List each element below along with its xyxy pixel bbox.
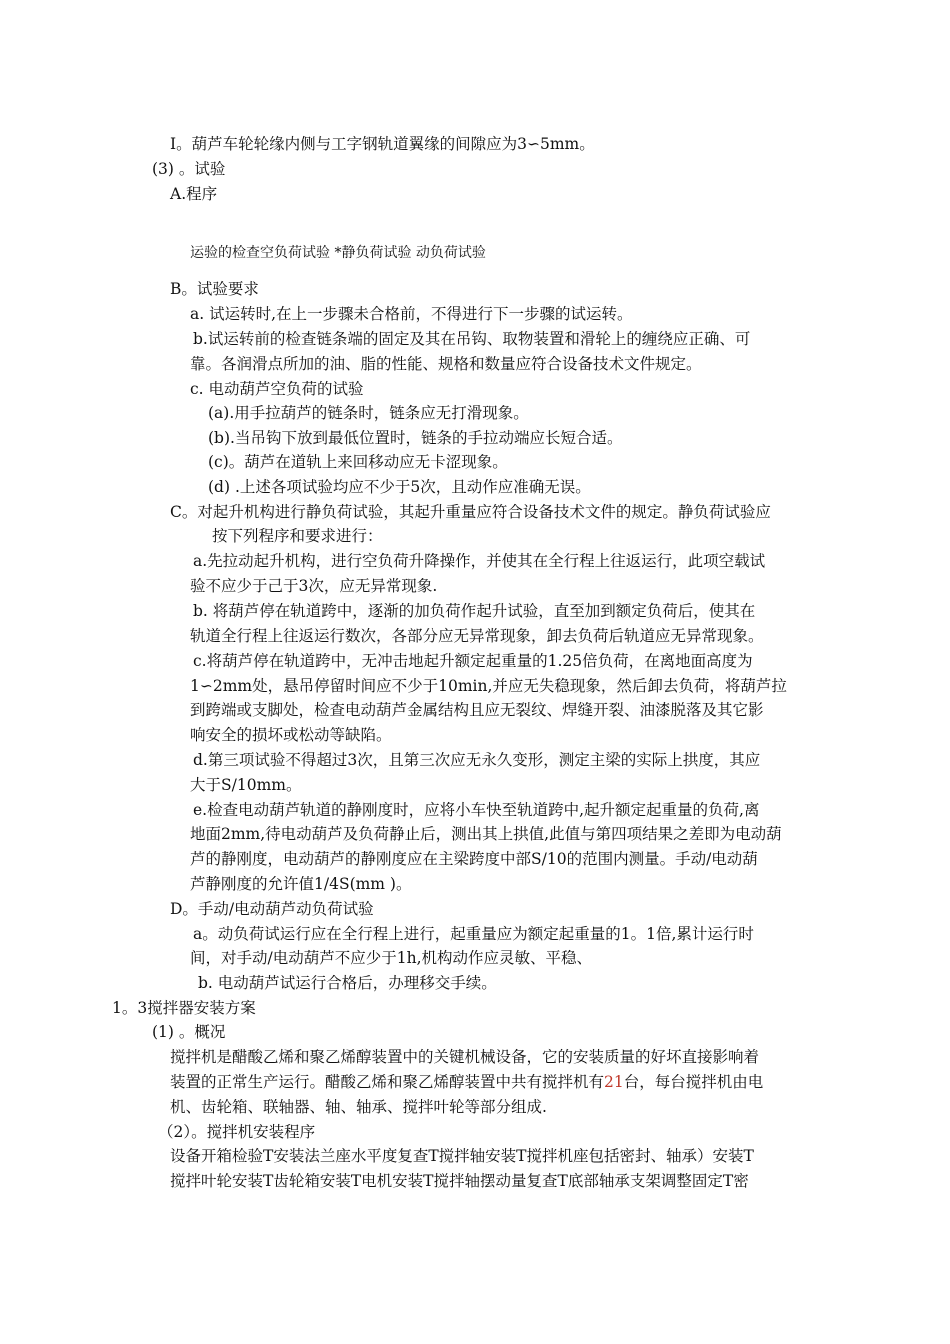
section-heading: 1。3搅拌器安装方案	[112, 999, 256, 1017]
text-line: 机、齿轮箱、联轴器、轴、轴承、搅拌叶轮等部分组成.	[170, 1098, 547, 1116]
text-segment: 装置的正常生产运行。醋酸乙烯和聚乙烯醇装置中共有搅拌机有	[170, 1073, 605, 1091]
text-line: 搅拌叶轮安装T齿轮箱安装T电机安装T搅拌轴摆动量复查T底部轴承支架调整固定T密	[170, 1172, 749, 1190]
highlighted-number: 21	[604, 1073, 624, 1091]
text-line	[170, 1072, 763, 1092]
text-line: b. 将葫芦停在轨道跨中，逐渐的加负荷作起升试验，直至加到额定负荷后，使其在	[193, 602, 756, 620]
text-line: b. 电动葫芦试运行合格后，办理移交手续。	[198, 974, 497, 992]
text-line: I。葫芦车轮轮缘内侧与工字钢轨道翼缘的间隙应为3∽5mm。	[170, 135, 595, 153]
text-line: 轨道全行程上往返运行数次，各部分应无异常现象，卸去负荷后轨道应无异常现象。	[190, 627, 764, 645]
procedure-flow: 运验的检查空负荷试验 *静负荷试验 动负荷试验	[190, 245, 486, 261]
section-heading: (3) 。试验	[152, 160, 226, 178]
subsection-heading: A.程序	[170, 185, 218, 203]
text-line: 靠。各润滑点所加的油、脂的性能、规格和数量应符合设备技术文件规定。	[190, 355, 702, 373]
text-line: 大于S/10mm。	[190, 776, 302, 794]
text-line: 到跨端或支脚处，检查电动葫芦金属结构且应无裂纹、焊缝开裂、油漆脱落及其它影	[190, 701, 764, 719]
text-line: c. 电动葫芦空负荷的试验	[190, 380, 364, 398]
text-line: 设备开箱检验T安装法兰座水平度复查T搅拌轴安装T搅拌机座包括密封、轴承）安装T	[170, 1147, 754, 1165]
text-line: (b).当吊钩下放到最低位置时，链条的手拉动端应长短合适。	[208, 429, 623, 447]
text-line: 芦静刚度的允许值1/4S(mm )。	[190, 875, 412, 893]
text-line: (d) .上述各项试验均应不少于5次，且动作应准确无误。	[208, 478, 591, 496]
text-line: e.检查电动葫芦轨道的静刚度时，应将小车快至轨道跨中,起升额定起重量的负荷,离	[193, 801, 760, 819]
subsection-heading: C。对起升机构进行静负荷试验，其起升重量应符合设备技术文件的规定。静负荷试验应	[170, 503, 771, 521]
subsection-heading: D。手动/电动葫芦动负荷试验	[170, 900, 374, 918]
text-segment: 台，每台搅拌机由电	[623, 1073, 764, 1091]
text-line: 芦的静刚度，电动葫芦的静刚度应在主梁跨度中部S/10的范围内测量。手动/电动葫	[190, 850, 758, 868]
text-line: 搅拌机是醋酸乙烯和聚乙烯醇装置中的关键机械设备，它的安装质量的好坏直接影响着	[170, 1048, 760, 1066]
text-line: 响安全的损坏或松动等缺陷。	[190, 726, 392, 744]
text-line: c.将葫芦停在轨道跨中，无冲击地起升额定起重量的1.25倍负荷，在离地面高度为	[193, 652, 753, 670]
text-line: 1∽2mm处，悬吊停留时间应不少于10min,并应无失稳现象，然后卸去负荷，将葫芦拉	[190, 677, 787, 695]
text-line: 间，对手动/电动葫芦不应少于1h,机构动作应灵敏、平稳、	[190, 949, 592, 967]
text-line: a. 试运转时,在上一步骤未合格前，不得进行下一步骤的试运转。	[190, 305, 633, 323]
text-line: 验不应少于己于3次，应无异常现象.	[190, 577, 438, 595]
text-line: b.试运转前的检查链条端的固定及其在吊钩、取物装置和滑轮上的缠绕应正确、可	[193, 330, 751, 348]
text-line: a。动负荷试运行应在全行程上进行，起重量应为额定起重量的1。1倍,累计运行时	[193, 925, 754, 943]
text-line: a.先拉动起升机构，进行空负荷升降操作，并使其在全行程上往返运行，此项空载试	[193, 552, 766, 570]
section-heading: （2）。搅拌机安装程序	[158, 1123, 316, 1141]
text-line: (c)。葫芦在道轨上来回移动应无卡涩现象。	[208, 453, 508, 471]
section-heading: (1) 。概况	[152, 1023, 226, 1041]
text-line: d.第三项试验不得超过3次，且第三次应无永久变形，测定主梁的实际上拱度，其应	[193, 751, 761, 769]
subsection-heading: B。试验要求	[170, 280, 259, 298]
text-line: 按下列程序和要求进行：	[212, 527, 383, 545]
text-line: 地面2mm,待电动葫芦及负荷静止后，测出其上拱值,此值与第四项结果之差即为电动葫	[190, 825, 782, 843]
text-line: (a).用手拉葫芦的链条时，链条应无打滑现象。	[208, 404, 529, 422]
